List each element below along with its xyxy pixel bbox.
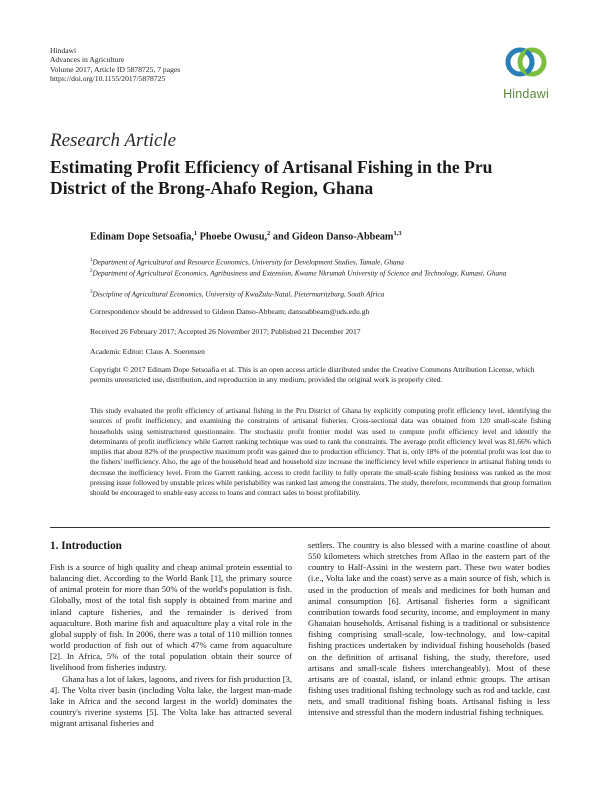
affiliation — [90, 267, 550, 278]
affiliation-sup: 1 — [90, 258, 93, 263]
affiliation-text: Discipline of Agricultural Economics, University of KwaZulu-Natal, Pietermaritzburg, South Africa — [92, 289, 385, 299]
body-column-right — [308, 540, 550, 719]
publication-dates: Received 26 February 2017; Accepted 26 November 2017; Published 21 December 2017 — [90, 327, 361, 336]
article-type: Research Article — [50, 130, 177, 151]
paragraph: Ghana has a lot of lakes, lagoons, and rivers for fish production [3, 4]. The Volta river basin (including Volta lake, the largest man-made lake in Africa and the second largest in the world) dominates the country's riverine systems [5]. The Volta lake has attracted several migrant artisanal fisheries and — [50, 673, 292, 729]
publisher-name: Hindawi — [50, 46, 77, 55]
author-name: Phoebe Owusu, — [199, 231, 268, 243]
author-name: Edinam Dope Setsoafia, — [90, 231, 194, 243]
author-sup: 1,3 — [393, 230, 402, 237]
author-list — [90, 230, 402, 242]
abstract-text: This study evaluated the profit efficiency of artisanal fishing in the Pru District of Ghana by explicitly computing profit efficiency level, identifying the sources of profit inefficiency, and examining the constraints of artisanal fisheries. Cross-sectional data was obtained from 120 small-scale fishing households using semistructured questionnaire. The stochastic profit frontier model was used to compute profit efficiency level and identify the determinants of profit inefficiency while Garrett ranking technique was used to rank the constraints. The average profit efficiency level was 81.66% which implies that about 82% of the prospective maximum profit was gained due to production efficiency. That is, only 18% of the potential profit was lost due to the fishers' inefficiency. Also, the age of the household head and household size increase the inefficiency level while experience in artisanal fishing tends to decrease the inefficiency level. From the Garrett ranking, access to credit facility to fully operate the small-scale fishing business was ranked as the most pressing issue followed by unstable prices while perishability was ranked last among the constraints. The study, therefore, recommends that group formation should be encouraged to enable easy access to loans and contract sales to boost profitability. — [90, 406, 551, 498]
author-name: and Gideon Danso-Abbeam — [272, 231, 394, 243]
hindawi-logo — [498, 42, 554, 108]
academic-editor: Academic Editor: Claus A. Soerensen — [90, 347, 205, 356]
article-title: Estimating Profit Efficiency of Artisanal Fishing in the Pru District of the Brong-Ahafo Region, Ghana — [50, 157, 493, 198]
paragraph: Fish is a source of high quality and cheap animal protein essential to balancing diet. According to the World Bank [1], the primary source of animal protein for more than 50% of the world's population is fish. Globally, most of the total fish supply is obtained from marine and inland capture fisheries, and the remainder is derived from aquaculture. Both marine fish and aquaculture play a vital role in the global supply of fish. In 2006, there was a total of 110 million tonnes world production of fish out of which 47% came from aquaculture [2]. In Africa, 5% of the total population obtain their source of livelihood from fisheries industry. — [50, 562, 292, 673]
affiliation-text: Department of Agricultural and Resource Economics, University for Development Studies, Tamale, Ghana — [92, 257, 404, 267]
correspondence: Correspondence should be addressed to Gideon Danso-Abbeam; dansoabbeam@uds.edu.gh — [90, 307, 370, 316]
section-divider — [50, 527, 550, 528]
copyright-notice: Copyright © 2017 Edinam Dope Setsoafia et al. This is an open access article distributed under the Creative Commons Attribution License, which permits unrestricted use, distribution, and reproduction in any medium, provided the original work is properly cited. — [90, 365, 535, 384]
volume-info: Volume 2017, Article ID 5878725, 7 pages — [50, 64, 181, 74]
section-heading: 1. Introduction — [50, 540, 122, 552]
hindawi-logo-icon — [503, 42, 549, 82]
body-column-left — [50, 562, 292, 729]
affiliation-sup: 3 — [90, 290, 93, 295]
affiliation — [90, 256, 550, 267]
affiliation-text: Department of Agricultural Economics, Agribusiness and Extension, Kwame Nkrumah University of Science and Technology, Kumasi, Ghana — [92, 268, 507, 278]
affiliation-sup: 2 — [90, 269, 93, 274]
doi-link[interactable]: https://doi.org/10.1155/2017/5878725 — [50, 74, 166, 84]
journal-name: Advances in Agriculture — [50, 55, 125, 65]
paragraph: settlers. The country is also blessed with a marine coastline of about 550 kilometers which stretches from Aflao in the eastern part of the country to Half-Assini in the western part. These two water bodies (i.e., Volta lake and the coast) serve as a main source of fish, which is used in the production of meals and medicines for both human and animal consumption [6]. Artisanal fisheries form a significant contribution towards food security, income, and employment in many Ghanaian households. Artisanal fishing is a traditional or subsistence fishing comprising small-scale, low-technology, and low-capital fishing practices undertaken by individual fishing households (based on the definition of artisanal fishing, the study, therefore, used artisans and small-scale fishers interchangeably). Most of these artisans are of coastal, island, or inland ethnic groups. The artisan fishing uses traditional fishing technology such as rod and tackle, cast nets, and small traditional fishing boats. Artisanal fishing is less intensive and stressful than the modern industrial fishing techniques. — [308, 540, 550, 718]
logo-text: Hindawi — [503, 87, 549, 101]
journal-info — [50, 46, 180, 84]
author-sup: 1 — [193, 230, 198, 237]
affiliation — [90, 288, 550, 299]
author-sup: 2 — [267, 230, 271, 237]
